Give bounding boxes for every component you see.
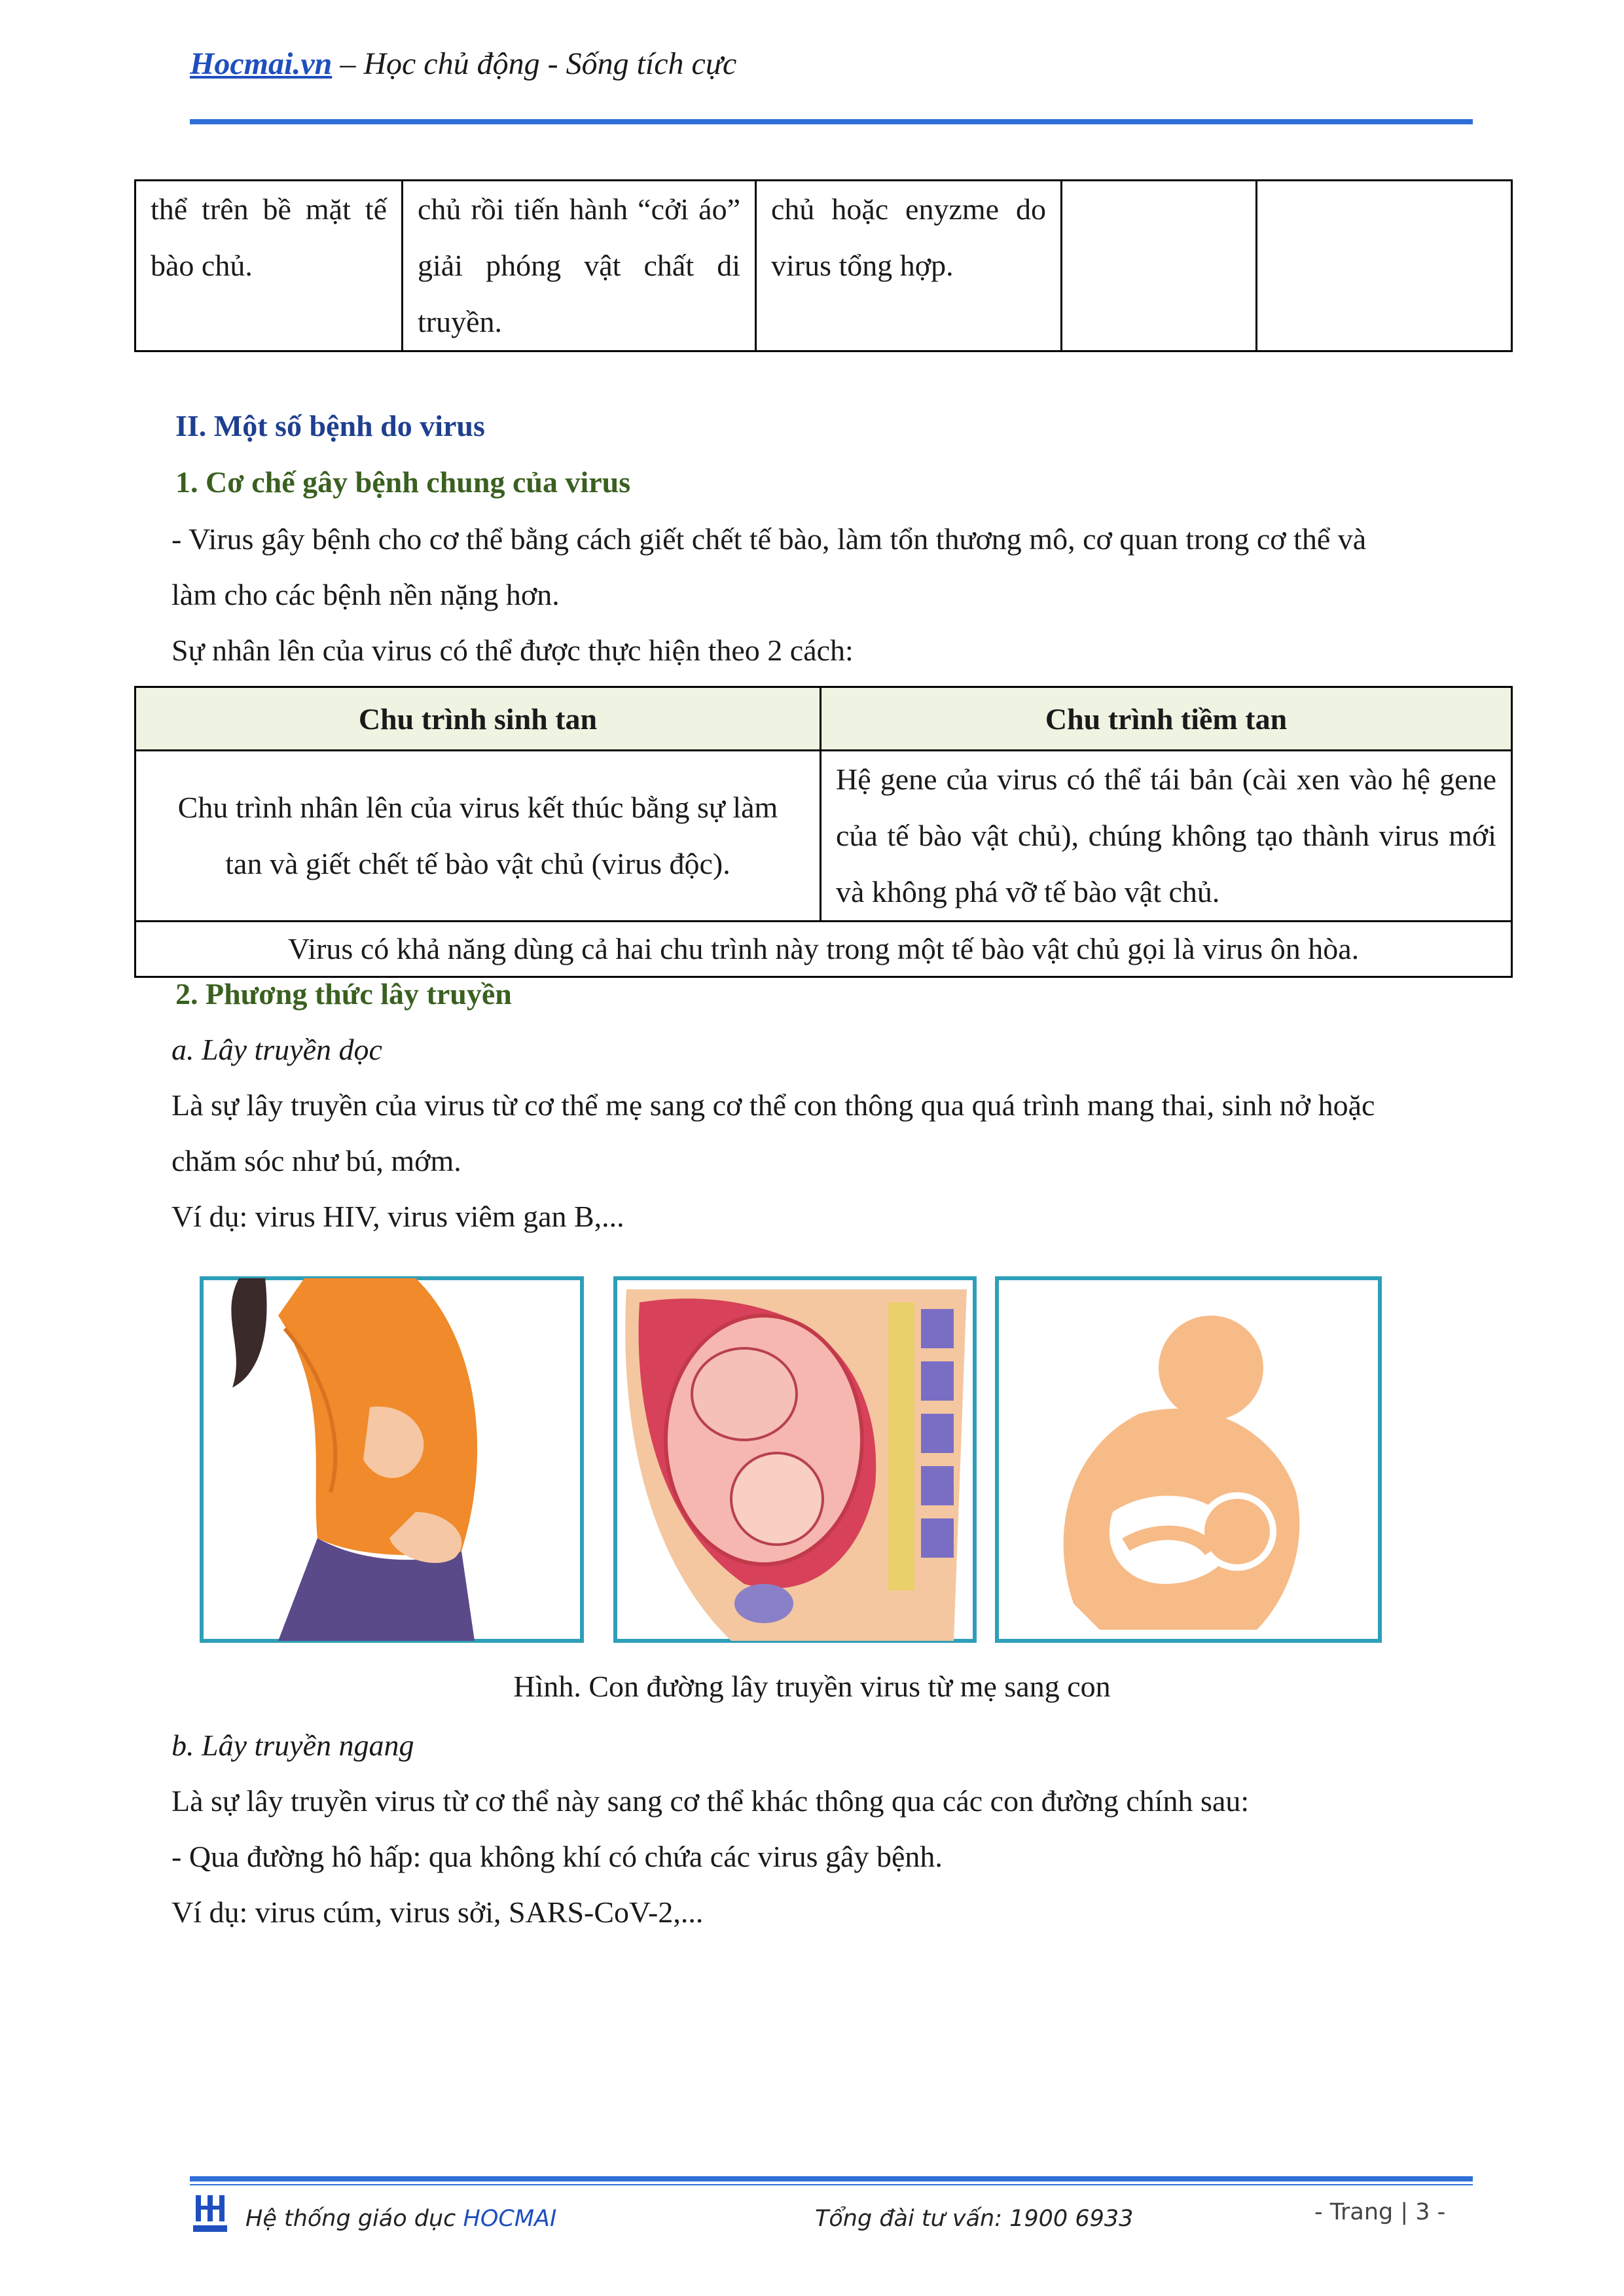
lytic-description: Chu trình nhân lên của virus kết thúc bằng sự làm tan và giết chết tế bào vật chủ (virus độc). [135,751,821,922]
paragraph: Sự nhân lên của virus có thể được thực hiện theo 2 cách: [171,634,854,667]
table-cell: chủ hoặc enyzme do virus tổng hợp. [756,181,1062,351]
footer-system [245,2206,556,2232]
lifecycle-table [134,686,1513,978]
figure-caption: Hình. Con đường lây truyền virus từ mẹ sang con [513,1670,1111,1703]
example-text: Ví dụ: virus HIV, virus viêm gan B,... [171,1200,624,1233]
header-lytic: Chu trình sinh tan [135,687,821,751]
paragraph-line: - Virus gây bệnh cho cơ thể bằng cách giết chết tế bào, làm tổn thương mô, cơ quan trong cơ thể và [171,522,1367,556]
footer-system-label: Hệ thống giáo dục [245,2206,463,2232]
subsection-heading: b. Lây truyền ngang [171,1729,414,1762]
table-header-row [135,687,1512,751]
paragraph-line: làm cho các bệnh nền nặng hơn. [171,578,560,611]
table-cell [1257,181,1512,351]
page-header [190,46,736,82]
subsection-title: 1. Cơ chế gây bệnh chung của virus [175,465,631,499]
subsection-title: 2. Phương thức lây truyền [175,977,512,1011]
breastfeeding-illustration [995,1276,1382,1643]
header-divider [190,119,1473,124]
site-link[interactable]: Hocmai.vn [190,46,333,81]
footer-hotline: Tổng đài tư vấn: 1900 6933 [815,2206,1134,2232]
paragraph-line: chăm sóc như bú, mớm. [171,1144,461,1177]
header-slogan: Học chủ động - Sống tích cực [363,46,737,81]
table-cell: chủ rồi tiến hành “cởi áo” giải phóng vật chất di truyền. [403,181,756,351]
footer-brand[interactable]: HOCMAI [463,2206,557,2232]
continuation-table [134,179,1513,352]
fetus-illustration [613,1276,977,1643]
header-dash: – [332,46,364,81]
example-text: Ví dụ: virus cúm, virus sởi, SARS-CoV-2,... [171,1895,704,1929]
lysogenic-description: Hệ gene của virus có thể tái bản (cài xen vào hệ gene của tế bào vật chủ), chúng không tạo thành virus mới và không phá vỡ tế bào vật chủ. [821,751,1512,922]
section-title: II. Một số bệnh do virus [175,409,485,442]
paragraph: - Qua đường hô hấp: qua không khí có chứa các virus gây bệnh. [171,1840,943,1873]
table-row [135,751,1512,922]
paragraph-line: Là sự lây truyền của virus từ cơ thể mẹ sang cơ thể con thông qua quá trình mang thai, sinh nở hoặc [171,1088,1375,1122]
hocmai-logo [192,2193,228,2238]
pregnancy-illustration [200,1276,584,1643]
header-lysogenic: Chu trình tiềm tan [821,687,1512,751]
table-cell [1062,181,1257,351]
paragraph: Là sự lây truyền virus từ cơ thể này sang cơ thể khác thông qua các con đường chính sau: [171,1784,1250,1818]
table-row [135,181,1512,351]
temperate-note: Virus có khả năng dùng cả hai chu trình này trong một tế bào vật chủ gọi là virus ôn hòa. [135,922,1512,977]
subsection-heading: a. Lây truyền dọc [171,1033,382,1066]
footer-divider [190,2176,1473,2181]
footer-divider-thin [190,2184,1473,2185]
page-number: - Trang | 3 - [1314,2199,1446,2225]
table-row [135,922,1512,977]
table-cell: thể trên bề mặt tế bào chủ. [135,181,403,351]
